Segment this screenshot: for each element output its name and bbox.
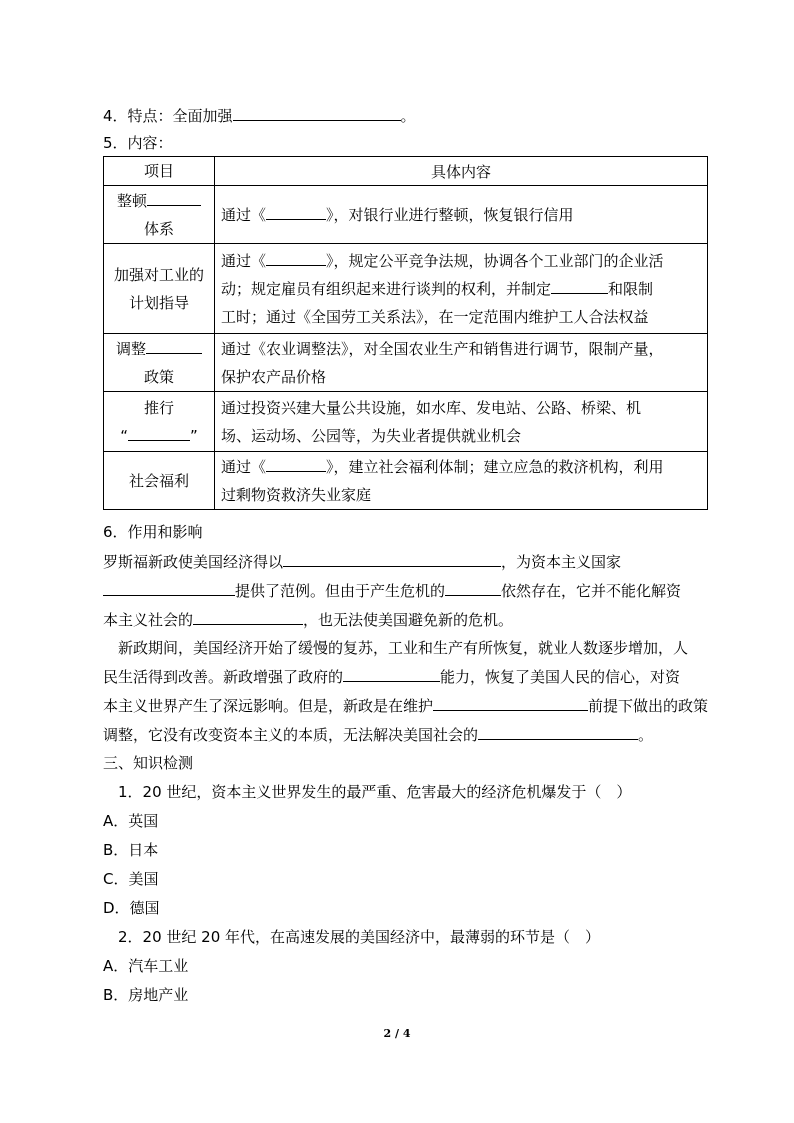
section-4-label: 4．特点：全面加强 [103,107,233,125]
paragraph-text: 前提下做出的政策 [588,697,709,715]
paragraph-text: 罗斯福新政使美国经济得以 [103,553,284,571]
item-text: 计划指导 [128,293,189,312]
item-text: 政策 [143,367,174,386]
section-6-title: 6．作用和影响 [103,523,203,541]
content-text: 通过《 [221,251,267,270]
option-d: D．德国 [103,899,160,917]
content-text: 动；规定雇员有组织起来进行谈判的权利，并制定 [221,279,552,298]
row-4-item [104,392,215,452]
paragraph-text: 调整，它没有改变资本主义的本质，无法解决美国社会的 [103,726,479,744]
blank-field [266,250,326,266]
paragraph-line [103,724,653,745]
paragraph-text: ，为资本主义国家 [501,553,622,571]
section-5-title: 5．内容： [103,134,173,152]
option-b: B．日本 [103,841,159,859]
paragraph-text: 本主义社会的 [103,611,194,629]
blank-field [266,456,326,472]
content-text: 工时；通过《全国劳工关系法》，在一定范围内维护工人合法权益 [221,307,649,326]
blank-field [103,580,235,596]
content-text: 通过《 [221,457,267,476]
paragraph-line [103,609,513,630]
item-text: 体系 [143,219,174,238]
item-text: ” [190,426,198,445]
option-a: A．汽车工业 [103,957,189,975]
blank-field [343,666,440,682]
blank-field [266,204,326,220]
blank-field [433,695,588,711]
table-row [104,452,708,510]
item-text: 推行 [143,398,174,417]
paragraph-line [103,666,680,687]
content-text: 通过投资兴建大量公共设施，如水库、发电站、公路、桥梁、机 [221,398,642,417]
paragraph-text: 提供了范例。但由于产生危机的 [235,582,446,600]
row-4-content [215,392,708,452]
content-text: 和限制 [608,279,654,298]
blank-field [478,724,638,740]
blank-field [128,425,190,441]
page-number: 2 / 4 [383,1027,411,1040]
content-text: 》，建立社会福利体制；建立应急的救济机构，利用 [326,457,664,476]
paragraph-text: 本主义世界产生了深远影响。但是，新政是在维护 [103,697,434,715]
row-1-content [215,186,708,244]
content-text: 通过《农业调整法》，对全国农业生产和销售进行调节，限制产量， [221,339,664,358]
content-text: 过剩物资救济失业家庭 [221,485,372,504]
row-3-item [104,334,215,392]
paragraph-line [103,695,708,716]
row-5-content [215,452,708,510]
blank-field [283,551,501,567]
content-text: 》，规定公平竞争法规，协调各个工业部门的企业活 [326,251,664,270]
paragraph-text: 能力，恢复了美国人民的信心，对资 [440,668,681,686]
header-content: 具体内容 [215,157,708,186]
table-row [104,244,708,334]
option-c: C．美国 [103,870,159,888]
blank-field [445,580,501,596]
row-2-content [215,244,708,334]
blank-field [551,278,608,294]
period: 。 [400,107,416,125]
paragraph-text: 。 [638,726,654,744]
item-text: 调整 [115,339,146,358]
paragraph-line: 新政期间，美国经济开始了缓慢的复苏，工业和生产有所恢复，就业人数逐步增加，人 [118,639,689,657]
row-1-item [104,186,215,244]
content-text: 场、运动场、公园等，为失业者提供就业机会 [221,426,522,445]
paragraph-text: ，也无法使美国避免新的危机。 [303,611,514,629]
option-b: B．房地产业 [103,986,189,1004]
table-header-row [104,157,708,186]
paragraph-line [103,551,621,572]
blank-field [146,338,202,354]
paragraph-text: 民生活得到改善。新政增强了政府的 [103,668,344,686]
section-4-line [103,105,416,126]
content-table [103,156,708,510]
table-row [104,392,708,452]
row-3-content [215,334,708,392]
content-text: 通过《 [221,205,267,224]
content-text: 》，对银行业进行整顿，恢复银行信用 [326,205,574,224]
blank-field [147,190,201,206]
option-a: A．英国 [103,812,159,830]
paragraph-line [103,580,681,601]
table-row [104,186,708,244]
section-3-title: 三、知识检测 [103,754,194,772]
header-project: 项目 [104,157,215,186]
question-2: 2．20 世纪 20 年代，在高速发展的美国经济中，最薄弱的环节是（ ） [118,928,601,946]
item-text: 加强对工业的 [113,265,204,284]
blank-field [233,105,401,121]
row-5-item: 社会福利 [104,452,215,510]
question-1: 1．20 世纪，资本主义世界发生的最严重、危害最大的经济危机爆发于（ ） [118,783,632,801]
item-text: 整顿 [116,191,147,210]
table-row [104,334,708,392]
blank-field [193,609,303,625]
content-text: 保护农产品价格 [221,367,327,386]
row-2-item [104,244,215,334]
paragraph-text: 依然存在，它并不能化解资 [501,582,682,600]
item-text: “ [120,426,128,445]
